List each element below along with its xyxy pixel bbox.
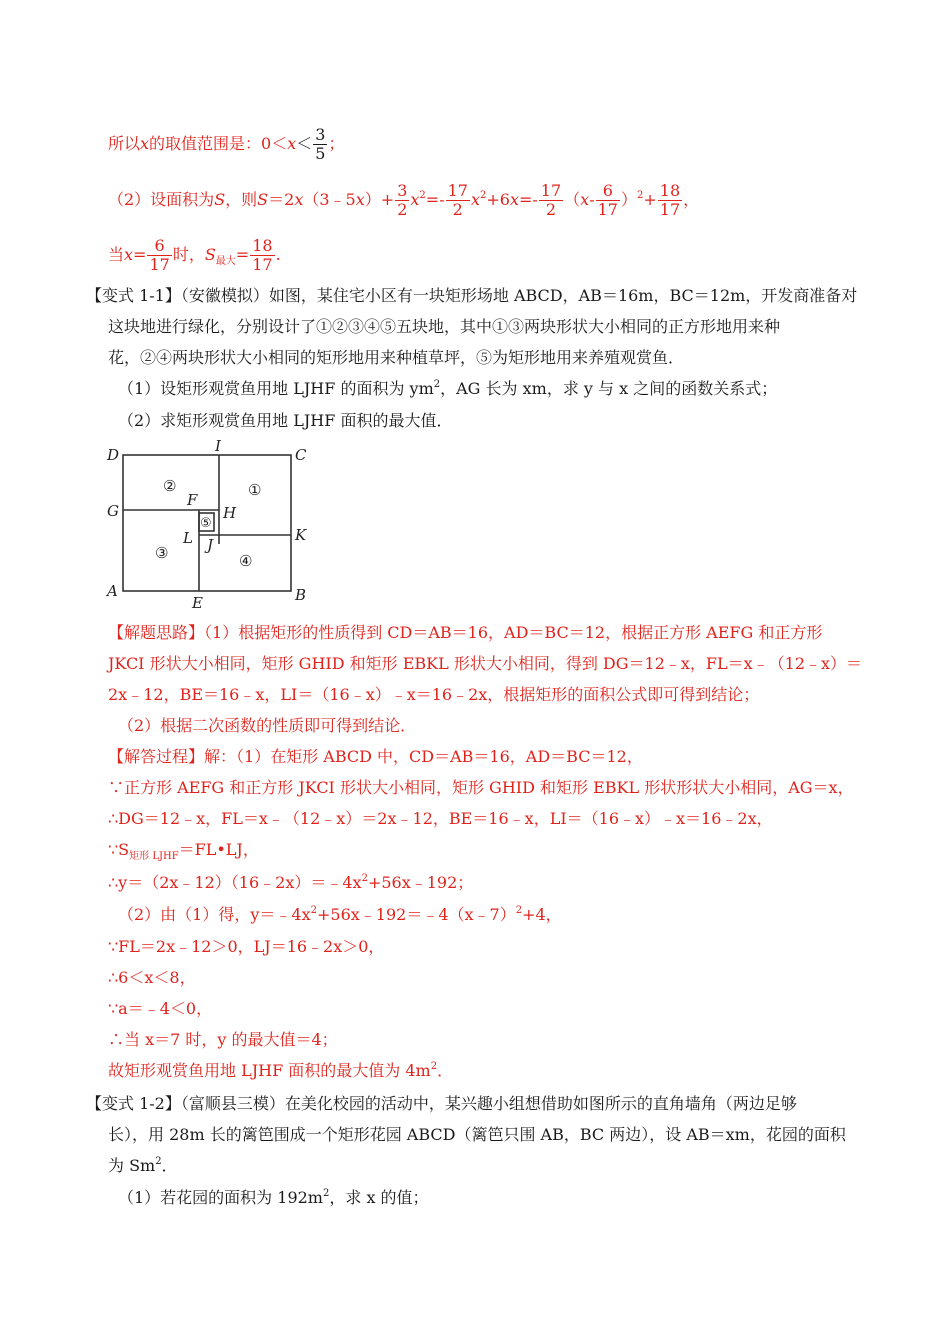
fraction: $\frac{18}{17}$: [659, 181, 681, 219]
fraction: $\frac{18}{17}$: [252, 236, 273, 274]
region-5: ⑤: [200, 516, 212, 531]
fraction: $\frac{6}{17}$: [597, 181, 618, 219]
top-line-1: 所以x的取值范围是：0＜x＜ $\frac{3}{5}$ ；: [108, 125, 345, 163]
solution-line-9: ∵a＝﹣4＜0，: [108, 999, 213, 1018]
fraction: $\frac{3}{2}$: [397, 181, 408, 219]
region-2: ②: [163, 477, 177, 495]
fraction: $\frac{17}{2}$: [540, 181, 562, 219]
problem2-question-1: （1）若花园的面积为 $192m^2$，求 x 的值；: [118, 1188, 429, 1207]
label-L: L: [183, 529, 193, 547]
analysis-line-3: 2x﹣12，BE＝16﹣x，LI＝（16﹣x）﹣x＝16﹣2x，根据矩形的面积公式即可得到结论；: [108, 685, 760, 704]
fraction: $\frac{17}{2}$: [447, 181, 468, 219]
problem1-question-2: （2）求矩形观赏鱼用地 LJHF 面积的最大值．: [118, 411, 453, 430]
solution-line-3: ∴DG＝12﹣x，FL＝x﹣（12﹣x）＝2x﹣12，BE＝16﹣x，LI＝（16﹣x）﹣x＝16﹣2x，: [108, 809, 773, 828]
solution-line-2: ∵正方形 AEFG 和正方形 JKCI 形状大小相同，矩形 GHID 和矩形 EBKL 形状形状大小相同，AG＝x，: [108, 778, 854, 797]
analysis-line-4: （2）根据二次函数的性质即可得到结论．: [118, 716, 417, 735]
problem2-line-3: 为 Sm$^2$．: [108, 1156, 178, 1175]
label-K: K: [295, 526, 307, 544]
top-line-3: 当x= $\frac{6}{17}$ 时，$S_{最大}=$ $\frac{18}{17}$ .: [108, 236, 281, 274]
region-4: ④: [239, 552, 253, 570]
problem2-line-2: 长），用 28m 长的篱笆围成一个矩形花园 ABCD（篱笆只围 AB，BC 两边），设 AB＝xm，花园的面积: [108, 1125, 846, 1144]
solution-line-1: 【解答过程】解：（1）在矩形 ABCD 中，CD＝AB＝16，AD＝BC＝12，: [108, 747, 643, 766]
rectangle-figure: [103, 438, 313, 610]
solution-line-6: （2）由（1）得，$y=﹣4x^2+56x﹣192=﹣4(x﹣7)^2+4$，: [118, 905, 562, 924]
analysis-line-1: 【解题思路】（1）根据矩形的性质得到 CD＝AB＝16，AD＝BC＝12，根据正方形 AEFG 和正方形: [108, 623, 823, 642]
region-3: ③: [155, 544, 169, 562]
problem1-tag: 【变式 1-1】: [86, 286, 181, 305]
problem2-tag: 【变式 1-2】: [86, 1094, 181, 1113]
solution-line-10: ∴当 x＝7 时，y 的最大值＝4；: [108, 1030, 338, 1049]
problem1-line-2: 这块地进行绿化，分别设计了①②③④⑤五块地，其中①③两块形状大小相同的正方形地用来种: [108, 317, 781, 336]
label-A: A: [107, 582, 118, 600]
problem1-question-1: （1）设矩形观赏鱼用地 LJHF 的面积为 $ym^2$，AG 长为 xm，求 y 与 x 之间的函数关系式；: [118, 379, 778, 398]
solution-tag: 【解答过程】: [108, 747, 205, 766]
label-I: I: [215, 438, 221, 455]
problem1-line-1: 【变式 1-1】（安徽模拟）如图，某住宅小区有一块矩形场地 ABCD，AB＝16m，BC＝12m，开发商准备对: [86, 286, 858, 305]
label-C: C: [295, 446, 307, 464]
label-B: B: [295, 586, 307, 604]
label-J: J: [207, 536, 214, 554]
solution-line-4: $\because S_{矩形 LJHF}=FL•LJ$，: [108, 840, 259, 863]
problem1-line-3: 花，②④两块形状大小相同的矩形地用来种植草坪，⑤为矩形地用来养殖观赏鱼．: [108, 348, 685, 367]
label-H: H: [223, 504, 237, 522]
problem2-line-1: 【变式 1-2】（富顺县三模）在美化校园的活动中，某兴趣小组想借助如图所示的直角墙角（两边足够: [86, 1094, 797, 1113]
top-line-2: （2）设面积为S，则S＝2x（3﹣5x）+ $\frac{3}{2}$ $x^2=-$ $\frac{17}{2}$ $x^2+6x=-$ $\frac{17}{2}$ （x- $\frac{6}{17}$ ）$^2$+ $\frac{18}{17}$ ，: [108, 181, 700, 219]
label-E: E: [192, 594, 203, 610]
label-D: D: [107, 446, 120, 464]
region-1: ①: [248, 481, 262, 499]
solution-line-8: ∴6＜x＜8，: [108, 968, 196, 987]
solution-line-11: 故矩形观赏鱼用地 LJHF 面积的最大值为 $4m^2$．: [108, 1061, 454, 1080]
analysis-tag: 【解题思路】: [108, 623, 205, 642]
label-G: G: [107, 502, 119, 520]
solution-line-7: ∵FL＝2x﹣12＞0，LJ＝16﹣2x＞0，: [108, 937, 385, 956]
label-F: F: [187, 491, 198, 509]
analysis-line-2: JKCI 形状大小相同，矩形 GHID 和矩形 EBKL 形状大小相同，得到 DG＝12﹣x，FL＝x﹣（12﹣x）＝: [108, 654, 863, 673]
solution-line-5: $\therefore y=(2x﹣12)(16﹣2x)=﹣4x^2+56x﹣192$；: [108, 873, 474, 892]
fraction: $\frac{3}{5}$: [315, 125, 326, 163]
fraction: $\frac{6}{17}$: [149, 236, 170, 274]
